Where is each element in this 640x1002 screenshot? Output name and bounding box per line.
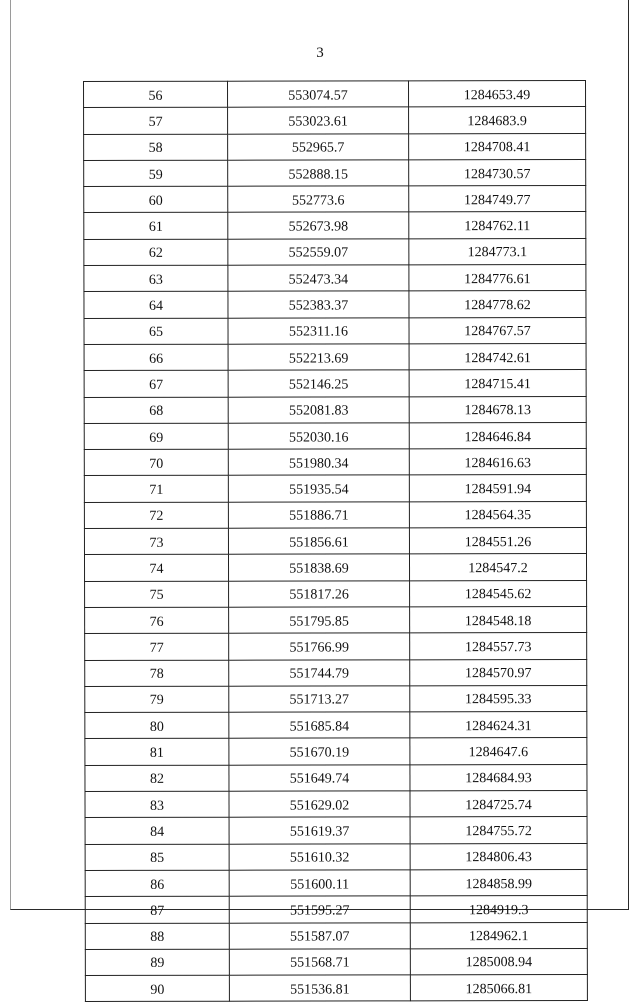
point-number-cell: 88: [85, 923, 229, 950]
y-coordinate-cell: 1284547.2: [409, 554, 586, 581]
point-number-cell: 65: [84, 318, 228, 345]
table-row: [85, 685, 587, 712]
y-coordinate-cell: 1284962.1: [410, 922, 587, 949]
y-coordinate-cell: 1284749.77: [409, 186, 586, 213]
x-coordinate-cell: 551713.27: [229, 686, 410, 713]
point-number-cell: 73: [84, 528, 228, 555]
y-coordinate-cell: 1284591.94: [409, 475, 586, 502]
y-coordinate-cell: 1284730.57: [409, 159, 586, 186]
x-coordinate-cell: 552213.69: [228, 344, 409, 371]
point-number-cell: 58: [84, 134, 228, 161]
x-coordinate-cell: 553023.61: [228, 107, 409, 134]
y-coordinate-cell: 1284684.93: [410, 764, 587, 791]
table-row: [84, 186, 586, 213]
table-row: [85, 580, 587, 607]
point-number-cell: 75: [85, 581, 229, 608]
point-number-cell: 64: [84, 292, 228, 319]
point-number-cell: 69: [84, 423, 228, 450]
point-number-cell: 90: [85, 975, 229, 1002]
x-coordinate-cell: 552311.16: [228, 317, 409, 344]
table-row: [84, 370, 586, 397]
x-coordinate-cell: 551685.84: [229, 712, 410, 739]
table-row: [85, 712, 587, 739]
table-row: [84, 212, 586, 239]
y-coordinate-cell: 1284647.6: [410, 738, 587, 765]
x-coordinate-cell: 552030.16: [228, 423, 409, 450]
point-number-cell: 70: [84, 449, 228, 476]
y-coordinate-cell: 1284557.73: [410, 633, 587, 660]
point-number-cell: 89: [85, 949, 229, 976]
x-coordinate-cell: 551935.54: [228, 475, 409, 502]
table-row: [85, 843, 587, 870]
x-coordinate-cell: 551795.85: [229, 607, 410, 634]
y-coordinate-cell: 1284708.41: [409, 133, 586, 160]
x-coordinate-cell: 551766.99: [229, 633, 410, 660]
table-row: [84, 396, 586, 423]
y-coordinate-cell: 1284767.57: [409, 317, 586, 344]
table-row: [85, 975, 587, 1002]
point-number-cell: 76: [85, 607, 229, 634]
x-coordinate-cell: 553074.57: [228, 81, 409, 108]
y-coordinate-cell: 1284725.74: [410, 790, 587, 817]
point-number-cell: 87: [85, 896, 229, 923]
point-number-cell: 63: [84, 265, 228, 292]
x-coordinate-cell: 551744.79: [229, 659, 410, 686]
point-number-cell: 59: [84, 160, 228, 187]
x-coordinate-cell: 551670.19: [229, 738, 410, 765]
y-coordinate-cell: 1284762.11: [409, 212, 586, 239]
table-row: [84, 291, 586, 318]
x-coordinate-cell: 551595.27: [229, 896, 410, 923]
y-coordinate-cell: 1285066.81: [410, 975, 587, 1002]
x-coordinate-cell: 551856.61: [228, 528, 409, 555]
x-coordinate-cell: 551619.37: [229, 817, 410, 844]
point-number-cell: 79: [85, 686, 229, 713]
point-number-cell: 68: [84, 397, 228, 424]
x-coordinate-cell: 551600.11: [229, 870, 410, 897]
table-row: [84, 554, 586, 581]
y-coordinate-cell: 1284773.1: [409, 238, 586, 265]
point-number-cell: 78: [85, 660, 229, 687]
y-coordinate-cell: 1284653.49: [409, 80, 586, 107]
point-number-cell: 85: [85, 844, 229, 871]
point-number-cell: 82: [85, 765, 229, 792]
table-row: [84, 317, 586, 344]
y-coordinate-cell: 1284646.84: [409, 422, 586, 449]
table-row: [84, 422, 586, 449]
table-row: [84, 343, 586, 370]
x-coordinate-cell: 552081.83: [228, 396, 409, 423]
x-coordinate-cell: 552146.25: [228, 370, 409, 397]
x-coordinate-cell: 551838.69: [228, 554, 409, 581]
y-coordinate-cell: 1284742.61: [409, 343, 586, 370]
table-row: [85, 659, 587, 686]
point-number-cell: 83: [85, 791, 229, 818]
point-number-cell: 60: [84, 186, 228, 213]
y-coordinate-cell: 1284548.18: [410, 606, 587, 633]
point-number-cell: 74: [84, 555, 228, 582]
table-row: [85, 817, 587, 844]
point-number-cell: 72: [84, 502, 228, 529]
point-number-cell: 84: [85, 818, 229, 845]
coordinates-table: [83, 80, 588, 1002]
table-row: [84, 159, 586, 186]
table-row: [84, 265, 586, 292]
point-number-cell: 81: [85, 739, 229, 766]
x-coordinate-cell: 551629.02: [229, 791, 410, 818]
y-coordinate-cell: 1284570.97: [410, 659, 587, 686]
table-row: [85, 633, 587, 660]
point-number-cell: 67: [84, 370, 228, 397]
y-coordinate-cell: 1284616.63: [409, 449, 586, 476]
point-number-cell: 56: [84, 81, 228, 108]
x-coordinate-cell: 551886.71: [228, 502, 409, 529]
x-coordinate-cell: 551980.34: [228, 449, 409, 476]
table-row: [84, 475, 586, 502]
x-coordinate-cell: 551568.71: [229, 949, 410, 976]
y-coordinate-cell: 1284545.62: [410, 580, 587, 607]
y-coordinate-cell: 1284715.41: [409, 370, 586, 397]
x-coordinate-cell: 551649.74: [229, 765, 410, 792]
y-coordinate-cell: 1284595.33: [410, 685, 587, 712]
table-row: [85, 738, 587, 765]
table-row: [85, 948, 587, 975]
y-coordinate-cell: 1284778.62: [409, 291, 586, 318]
x-coordinate-cell: 551817.26: [229, 580, 410, 607]
point-number-cell: 71: [84, 476, 228, 503]
point-number-cell: 66: [84, 344, 228, 371]
page-number: 3: [316, 45, 324, 61]
table-row: [84, 133, 586, 160]
x-coordinate-cell: 552888.15: [228, 160, 409, 187]
x-coordinate-cell: 552773.6: [228, 186, 409, 213]
table-row: [85, 790, 587, 817]
y-coordinate-cell: 1284678.13: [409, 396, 586, 423]
coordinates-table-wrapper: [83, 80, 587, 1002]
y-coordinate-cell: 1284919.3: [410, 896, 587, 923]
table-row: [85, 922, 587, 949]
y-coordinate-cell: 1284858.99: [410, 869, 587, 896]
table-row: [84, 501, 586, 528]
table-row: [84, 527, 586, 554]
point-number-cell: 80: [85, 712, 229, 739]
x-coordinate-cell: 552673.98: [228, 212, 409, 239]
x-coordinate-cell: 551587.07: [229, 922, 410, 949]
y-coordinate-cell: 1285008.94: [410, 948, 587, 975]
y-coordinate-cell: 1284806.43: [410, 843, 587, 870]
x-coordinate-cell: 552965.7: [228, 133, 409, 160]
table-row: [84, 107, 586, 134]
table-row: [85, 764, 587, 791]
point-number-cell: 86: [85, 870, 229, 897]
x-coordinate-cell: 552473.34: [228, 265, 409, 292]
point-number-cell: 61: [84, 213, 228, 240]
y-coordinate-cell: 1284683.9: [409, 107, 586, 134]
table-row: [84, 80, 586, 107]
y-coordinate-cell: 1284551.26: [409, 527, 586, 554]
table-row: [85, 869, 587, 896]
point-number-cell: 57: [84, 107, 228, 134]
point-number-cell: 77: [85, 633, 229, 660]
table-row: [85, 896, 587, 923]
coordinates-table-body: [84, 80, 588, 1001]
x-coordinate-cell: 551536.81: [229, 975, 410, 1002]
y-coordinate-cell: 1284564.35: [409, 501, 586, 528]
table-row: [85, 606, 587, 633]
x-coordinate-cell: 551610.32: [229, 843, 410, 870]
y-coordinate-cell: 1284755.72: [410, 817, 587, 844]
y-coordinate-cell: 1284624.31: [410, 712, 587, 739]
table-row: [84, 238, 586, 265]
point-number-cell: 62: [84, 239, 228, 266]
x-coordinate-cell: 552383.37: [228, 291, 409, 318]
x-coordinate-cell: 552559.07: [228, 239, 409, 266]
y-coordinate-cell: 1284776.61: [409, 265, 586, 292]
table-row: [84, 449, 586, 476]
